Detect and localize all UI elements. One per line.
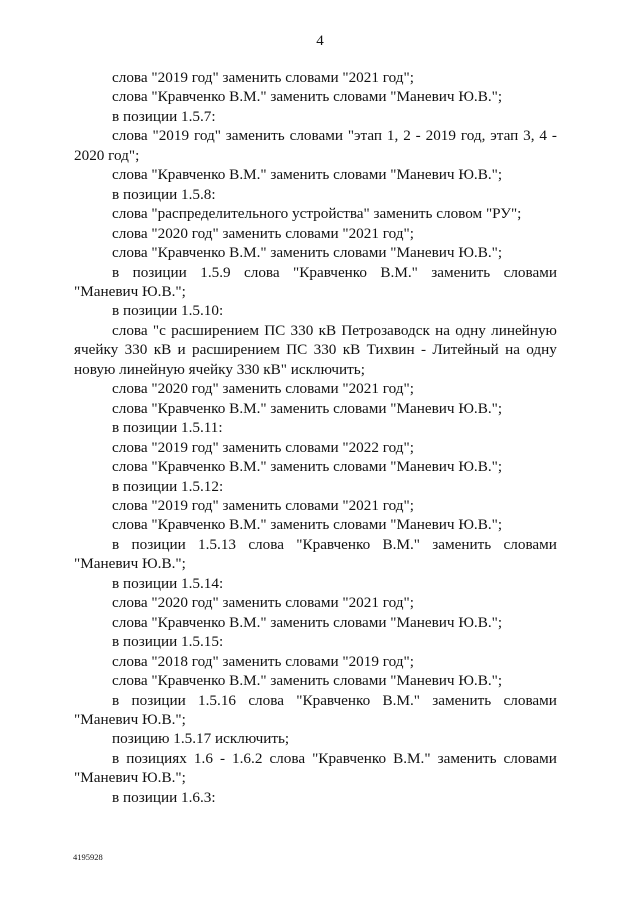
document-body <box>74 68 557 807</box>
word: на <box>435 321 450 339</box>
text-line <box>74 749 557 768</box>
word: 2019 <box>425 127 456 145</box>
text-line: слова "2019 год" заменить словами "2021 год"; <box>112 496 414 514</box>
word: Петрозаводск <box>341 321 430 339</box>
text-line: слова "2019 год" заменить словами "2022 год"; <box>112 438 414 456</box>
word: "Кравченко <box>312 749 387 767</box>
text-line: слова "Кравченко В.М." заменить словами "Маневич Ю.В."; <box>112 672 503 690</box>
word: кВ <box>318 321 337 339</box>
page-number: 4 <box>316 33 324 49</box>
word: В.М." <box>382 535 420 553</box>
word: в <box>112 535 120 553</box>
text-line <box>74 691 557 710</box>
text-line: в позиции 1.5.11: <box>112 419 223 437</box>
word: слова <box>269 749 306 767</box>
word: "с <box>152 321 166 339</box>
word: 330 <box>290 321 314 339</box>
word: - <box>551 127 557 145</box>
word: 3, <box>523 127 535 145</box>
word: на <box>505 341 520 359</box>
word: заменить <box>437 749 497 767</box>
word: ПС <box>286 341 308 359</box>
text-line: в позиции 1.6.3: <box>112 788 216 806</box>
text-line: слова "2019 год" заменить словами "2021 год"; <box>112 69 414 86</box>
word: "2019 <box>152 127 190 145</box>
word: в <box>112 263 120 281</box>
text-line <box>74 126 557 145</box>
word: одну <box>455 321 486 339</box>
word: В.М." <box>393 749 431 767</box>
text-line: в позиции 1.5.15: <box>112 633 224 651</box>
word: этап <box>490 127 519 145</box>
word: "Кравченко <box>296 535 371 553</box>
text-line: в позиции 1.5.8: <box>112 185 216 203</box>
word: словами <box>503 535 557 553</box>
word: слова <box>112 321 148 339</box>
text-line: "Маневич Ю.В."; <box>74 555 186 573</box>
word: заменить <box>225 127 285 145</box>
document-id: 4195928 <box>73 852 103 862</box>
word: 330 <box>124 341 148 359</box>
word: В.М." <box>380 263 418 281</box>
text-line: слова "Кравченко В.М." заменить словами "Маневич Ю.В."; <box>112 244 503 262</box>
text-line <box>74 321 557 340</box>
word: слова <box>112 127 148 145</box>
text-line: "Маневич Ю.В."; <box>74 769 186 787</box>
text-line: слова "2018 год" заменить словами "2019 год"; <box>112 652 414 670</box>
word: заменить <box>432 535 492 553</box>
text-line <box>74 340 557 359</box>
text-line: в позиции 1.5.10: <box>112 302 224 320</box>
word: год" <box>193 127 221 145</box>
text-line: слова "Кравченко В.М." заменить словами "Маневич Ю.В."; <box>112 88 503 106</box>
text-line: слова "2020 год" заменить словами "2021 год"; <box>112 224 414 242</box>
text-line: в позиции 1.5.14: <box>112 574 224 592</box>
word: кВ <box>342 341 361 359</box>
word: - <box>219 749 225 767</box>
word: 1.5.16 <box>198 691 236 709</box>
word: 330 <box>313 341 337 359</box>
text-line: слова "Кравченко В.М." заменить словами "Маневич Ю.В."; <box>112 166 503 184</box>
word: 1.5.9 <box>200 263 231 281</box>
word: "Кравченко <box>296 691 371 709</box>
text-line: слова "Кравченко В.М." заменить словами "Маневич Ю.В."; <box>112 399 503 417</box>
word: 1.6 <box>193 749 213 767</box>
word: ячейку <box>74 341 119 359</box>
word: в <box>112 691 120 709</box>
word: 2 <box>403 127 411 145</box>
text-line: в позиции 1.5.7: <box>112 107 216 125</box>
text-line: 2020 год"; <box>74 146 140 164</box>
word: - <box>420 341 426 359</box>
word: линейную <box>491 321 557 339</box>
text-line: слова "Кравченко В.М." заменить словами "Маневич Ю.В."; <box>112 458 503 476</box>
word: словами <box>503 691 557 709</box>
word: слова <box>244 263 280 281</box>
word: слова <box>248 691 284 709</box>
word: одну <box>526 341 557 359</box>
word: словами <box>503 749 557 767</box>
text-line: слова "распределительного устройства" заменить словом "РУ"; <box>112 205 522 223</box>
word: - <box>415 127 421 145</box>
word: позиции <box>131 691 186 709</box>
text-line <box>74 535 557 554</box>
text-line: "Маневич Ю.В."; <box>74 282 186 300</box>
word: позициях <box>126 749 187 767</box>
word: в <box>112 749 120 767</box>
text-line: слова "2020 год" заменить словами "2021 год"; <box>112 380 414 398</box>
word: ПС <box>264 321 286 339</box>
text-line: в позиции 1.5.12: <box>112 477 224 495</box>
word: "этап <box>347 127 383 145</box>
word: заменить <box>431 263 491 281</box>
word: В.М." <box>382 691 420 709</box>
text-line: слова "Кравченко В.М." заменить словами "Маневич Ю.В."; <box>112 613 503 631</box>
word: 4 <box>539 127 547 145</box>
word: словами <box>503 263 557 281</box>
word: расширением <box>171 321 259 339</box>
word: словами <box>289 127 343 145</box>
word: и <box>177 341 186 359</box>
text-line <box>74 263 557 282</box>
text-line: новую линейную ячейку 330 кВ" исключить; <box>74 360 365 378</box>
word: 1, <box>386 127 399 145</box>
word: заменить <box>432 691 492 709</box>
word: год, <box>460 127 486 145</box>
word: слова <box>248 535 284 553</box>
word: Литейный <box>432 341 499 359</box>
word: расширением <box>192 341 280 359</box>
word: кВ <box>153 341 172 359</box>
word: позиции <box>132 263 187 281</box>
word: Тихвин <box>366 341 415 359</box>
word: 1.6.2 <box>232 749 263 767</box>
text-line: слова "2020 год" заменить словами "2021 год"; <box>112 594 414 612</box>
word: 1.5.13 <box>198 535 236 553</box>
text-line: "Маневич Ю.В."; <box>74 710 186 728</box>
word: позиции <box>131 535 186 553</box>
text-line: позицию 1.5.17 исключить; <box>112 730 290 748</box>
word: "Кравченко <box>293 263 368 281</box>
text-line: слова "Кравченко В.М." заменить словами "Маневич Ю.В."; <box>112 516 503 534</box>
